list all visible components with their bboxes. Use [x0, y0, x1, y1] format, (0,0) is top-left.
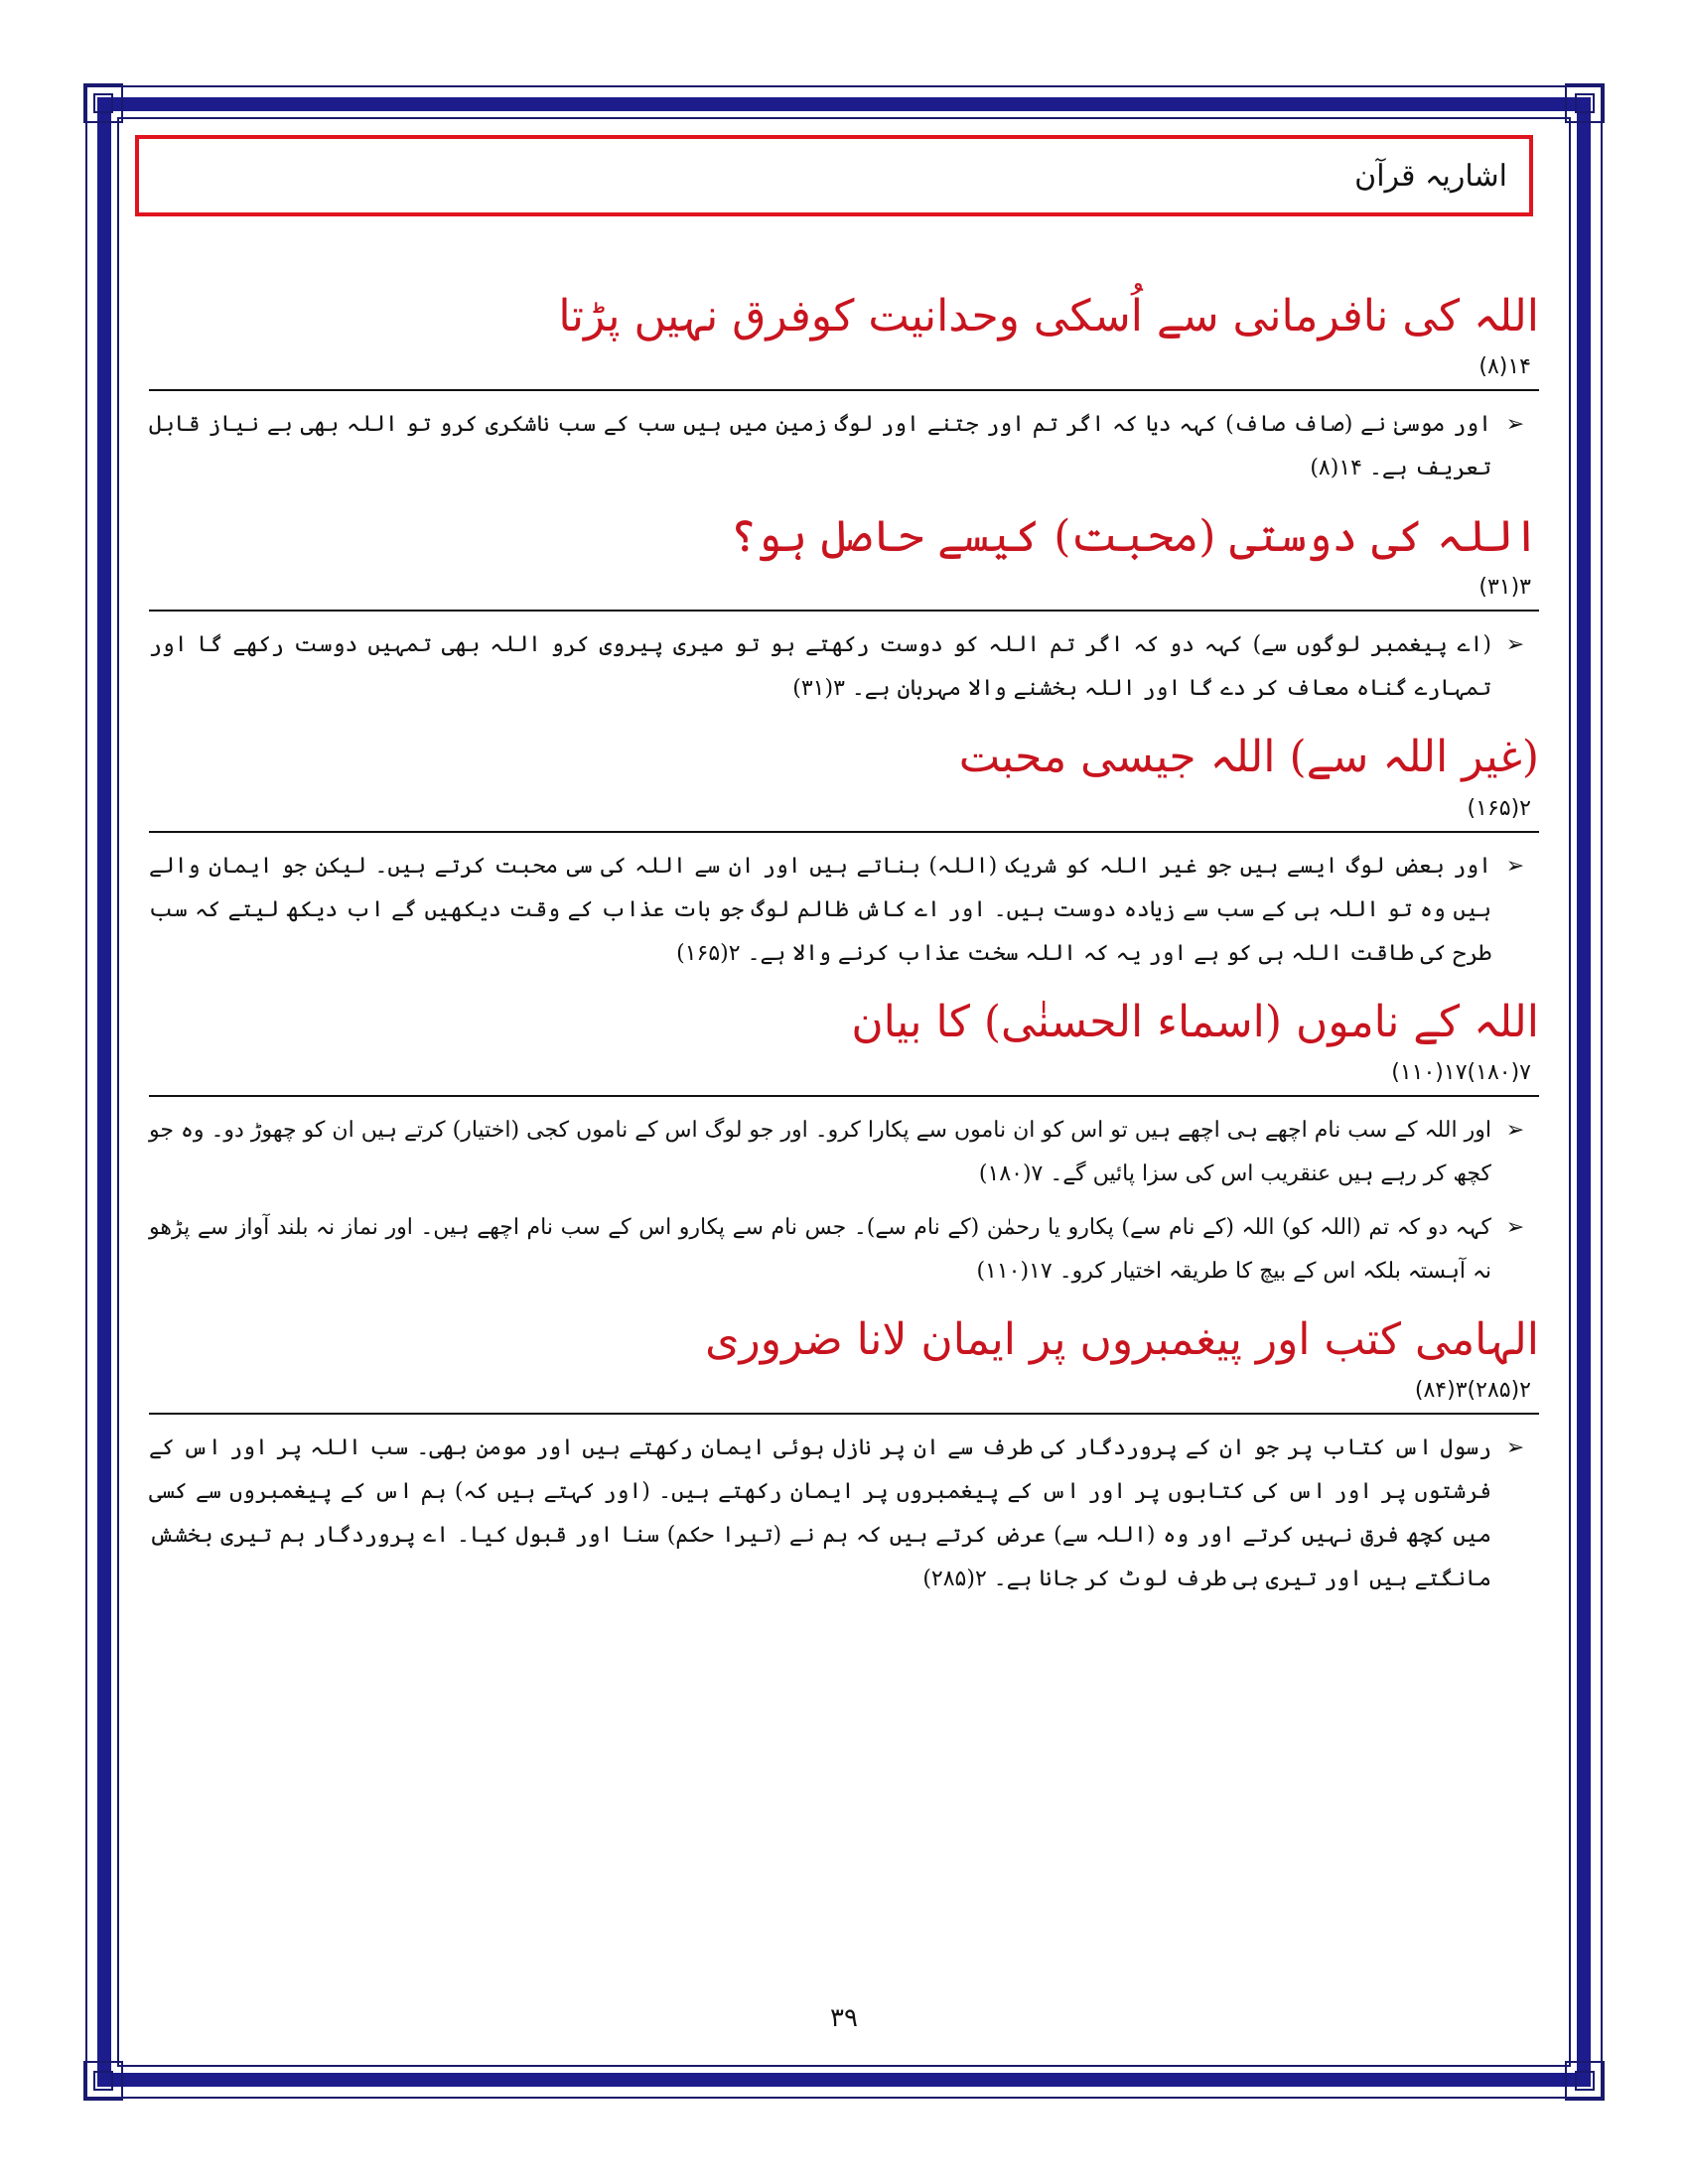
- entry-text: رسول اس کتاب پر جو ان کے پروردگار کی طرف سے ان پر نازل ہوئی ایمان رکھتے ہیں اور مومن بھی۔ سب اللہ پر اور اس کے فرشتوں پر اور اس کی کتابوں پر اور اس کے پیغمبروں پر ایمان رکھتے ہیں۔ (اور کہتے ہیں کہ) ہم اس کے پیغمبروں سے کسی میں کچھ فرق نہیں کرتے اور وہ (اللہ سے) عرض کرتے ہیں کہ ہم نے (تیرا حکم) سنا اور قبول کیا۔ اے پروردگار ہم تیری بخشش مانگتے ہیں اور تیری ہی طرف لوٹ کر جانا ہے۔ ۲(۲۸۵): [149, 1434, 1491, 1591]
- arrow-bullet-icon: ➢: [1505, 1434, 1525, 1460]
- entry-text: اور موسیٰ نے (صاف صاف) کہہ دیا کہ اگر تم اور جتنے اور لوگ زمین میں ہیں سب کے سب ناشکری کرو تو اللہ بھی بے نیاز قابل تعریف ہے۔ ۱۴(۸): [149, 412, 1491, 481]
- entry-text: کہہ دو کہ تم (اللہ کو) اللہ (کے نام سے) پکارو یا رحمٰن (کے نام سے)۔ جس نام سے پکارو اس کے سب نام اچھے ہیں۔ اور نماز نہ بلند آواز سے پڑھو نہ آہستہ بلکہ اس کے بیچ کا طریقہ اختیار کرو۔ ۱۷(۱۱۰): [149, 1214, 1491, 1284]
- section: [149, 994, 1539, 1294]
- section-reference: ۲(۲۸۵)۳(۸۴): [1414, 1377, 1531, 1403]
- section-reference: ۳(۳۱): [1478, 575, 1531, 601]
- divider: [149, 831, 1539, 833]
- section: [149, 508, 1539, 711]
- section-reference: ۱۴(۸): [1478, 354, 1531, 380]
- entry-text: اور بعض لوگ ایسے ہیں جو غیر اللہ کو شریک (اللہ) بناتے ہیں اور ان سے اللہ کی سی محبت کرتے ہیں۔ لیکن جو ایمان والے ہیں وہ تو اللہ ہی کے سب سے زیادہ دوست ہیں۔ اور اے کاش ظالم لوگ جو بات عذاب کے وقت دیکھیں گے اب دیکھ لیتے کہ سب طرح کی طاقت اللہ ہی کو ہے اور یہ کہ اللہ سخت عذاب کرنے والا ہے۔ ۲(۱۶۵): [149, 853, 1491, 966]
- section-title: الہامی کتب اور پیغمبروں پر ایمان لانا ضروری: [705, 1313, 1539, 1365]
- section: [149, 729, 1539, 975]
- section-reference: ۷(۱۸۰)۱۷(۱۱۰): [1391, 1059, 1531, 1085]
- list-item: [149, 1206, 1539, 1294]
- section-reference: ۲(۱۶۵): [1467, 795, 1531, 821]
- divider: [149, 1413, 1539, 1415]
- corner-ornament: [83, 2061, 123, 2101]
- section: [149, 288, 1539, 490]
- list-item: [149, 1109, 1539, 1196]
- entry-text: اور اللہ کے سب نام اچھے ہی اچھے ہیں تو اس کو ان ناموں سے پکارا کرو۔ اور جو لوگ اس کے ناموں کجی (اختیار) کرتے ہیں ان کو چھوڑ دو۔ وہ جو کچھ کر رہے ہیں عنقریب اس کی سزا پائیں گے۔ ۷(۱۸۰): [149, 1117, 1491, 1186]
- list-item: [149, 845, 1539, 976]
- divider: [149, 1095, 1539, 1097]
- header-title: اشاریہ قرآن: [1354, 158, 1507, 194]
- section-title: اللہ کی نافرمانی سے اُسکی وحدانیت کوفرق نہیں پڑتا: [558, 291, 1539, 341]
- arrow-bullet-icon: ➢: [1505, 853, 1525, 879]
- section-title: اللہ کی دوستی (محبت) کیسے حاصل ہو؟: [730, 511, 1539, 563]
- corner-ornament: [83, 83, 123, 123]
- list-item: [149, 1427, 1539, 1601]
- arrow-bullet-icon: ➢: [1505, 632, 1525, 658]
- corner-ornament: [1565, 83, 1605, 123]
- list-item: [149, 623, 1539, 711]
- corner-ornament: [1565, 2061, 1605, 2101]
- divider: [149, 610, 1539, 612]
- section-title: (غیر اللہ سے) اللہ جیسی محبت: [958, 732, 1539, 783]
- divider: [149, 389, 1539, 391]
- list-item: [149, 403, 1539, 490]
- arrow-bullet-icon: ➢: [1505, 412, 1525, 438]
- entry-text: (اے پیغمبر لوگوں سے) کہہ دو کہ اگر تم اللہ کو دوست رکھتے ہو تو میری پیروی کرو اللہ بھی تمہیں دوست رکھے گا اور تمہارے گناہ معاف کر دے گا اور اللہ بخشنے والا مہربان ہے۔ ۳(۳۱): [149, 632, 1491, 702]
- arrow-bullet-icon: ➢: [1505, 1117, 1525, 1143]
- header-box: [135, 135, 1533, 216]
- page-number: ۳۹: [830, 2003, 858, 2033]
- section-title: اللہ کے ناموں (اسماء الحسنٰی) کا بیان: [851, 996, 1539, 1047]
- page-content: [149, 288, 1539, 1619]
- section: [149, 1311, 1539, 1601]
- arrow-bullet-icon: ➢: [1505, 1214, 1525, 1240]
